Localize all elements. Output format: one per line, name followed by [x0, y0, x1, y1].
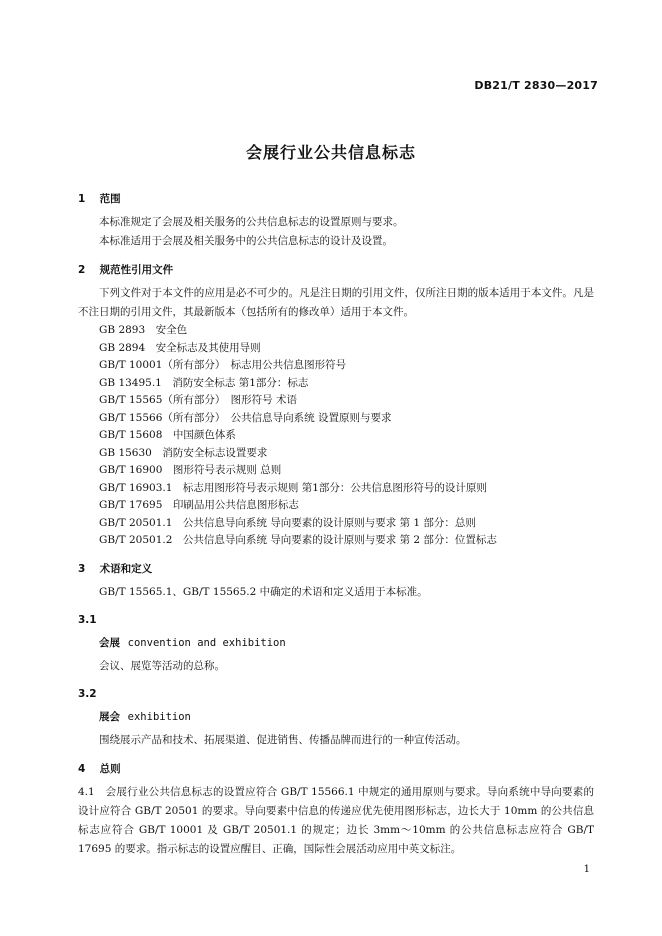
reference-item: GB/T 16900 图形符号表示规则 总则	[99, 464, 282, 476]
term-definition: 会议、展览等活动的总称。	[99, 659, 225, 672]
reference-item: GB/T 15608 中国颜色体系	[99, 429, 236, 441]
reference-item: GB/T 20501.1 公共信息导向系统 导向要素的设计原则与要求 第 1 部分：总则	[99, 516, 476, 529]
paragraph: 本标准适用于会展及相关服务中的公共信息标志的设计及设置。	[99, 235, 393, 247]
section-number: 3	[78, 562, 86, 575]
clause-4-1: 4.1 会展行业公共信息标志的设置应符合 GB/T 15566.1 中规定的通用原则与要求。导向系统中导向要素的设计应符合 GB/T 20501 的要求。导向要素中信息的传递应优先使用图形标志，边长大于 10mm 的公共信息标志应符合 GB/T 10001 及 GB/T 20501.1 的规定；边长 3mm～10mm 的公共信息标志应符合 GB/T 17695 的要求。指示标志的设置应醒目、正确，国际性会展活动应用中英文标注。	[78, 785, 594, 855]
reference-item: GB 2893 安全色	[99, 324, 188, 336]
reference-item: GB 13495.1 消防安全标志 第1部分：标志	[99, 376, 309, 389]
reference-item: GB/T 20501.2 公共信息导向系统 导向要素的设计原则与要求 第 2 部分：位置标志	[99, 534, 497, 546]
reference-item: GB/T 17695 印刷品用公共信息图形标志	[99, 499, 299, 511]
section-heading-general	[78, 760, 594, 779]
document-title: 会展行业公共信息标志	[245, 143, 416, 162]
term-definition: 围绕展示产品和技术、拓展渠道、促进销售、传播品牌而进行的一种宣传活动。	[99, 733, 467, 746]
term-english: convention and exhibition	[127, 636, 286, 649]
reference-item: GB/T 15565（所有部分） 图形符号 术语	[99, 394, 297, 406]
term-english: exhibition	[127, 710, 191, 723]
section-heading-normative-references	[78, 261, 594, 280]
page-number: 1	[583, 864, 590, 875]
paragraph: 下列文件对于本文件的应用是必不可少的。凡是注日期的引用文件，仅所注日期的版本适用于本文件。凡是不注日期的引用文件，其最新版本（包括所有的修改单）适用于本文件。	[78, 287, 594, 318]
reference-item: GB/T 16903.1 标志用图形符号表示规则 第1部分：公共信息图形符号的设计原则	[99, 481, 487, 494]
term-number: 3.1	[78, 613, 97, 626]
reference-item: GB 15630 消防安全标志设置要求	[99, 446, 268, 459]
paragraph: 本标准规定了会展及相关服务的公共信息标志的设置原则与要求。	[99, 216, 404, 228]
section-heading-scope	[78, 190, 594, 209]
term-entry	[78, 708, 594, 727]
term-entry	[78, 634, 594, 653]
section-title: 术语和定义	[99, 562, 153, 575]
section-number: 2	[78, 264, 86, 276]
term-number: 3.2	[78, 687, 97, 700]
section-number: 4	[78, 762, 86, 775]
reference-item: GB/T 10001（所有部分） 标志用公共信息图形符号	[99, 359, 347, 371]
section-title: 规范性引用文件	[99, 264, 174, 276]
standard-code: DB21/T 2830—2017	[474, 79, 598, 92]
term-name: 会展	[99, 636, 120, 649]
reference-item: GB/T 15566（所有部分） 公共信息导向系统 设置原则与要求	[99, 411, 392, 424]
document-body	[78, 186, 594, 859]
term-name: 展会	[99, 710, 120, 723]
section-heading-terms-definitions	[78, 560, 594, 579]
section-title: 范围	[99, 193, 121, 205]
section-number: 1	[78, 193, 86, 205]
section-title: 总则	[99, 762, 121, 775]
paragraph: GB/T 15565.1、GB/T 15565.2 中确定的术语和定义适用于本标准。	[99, 585, 428, 598]
reference-item: GB 2894 安全标志及其使用导则	[99, 341, 261, 354]
reference-list	[78, 322, 594, 550]
